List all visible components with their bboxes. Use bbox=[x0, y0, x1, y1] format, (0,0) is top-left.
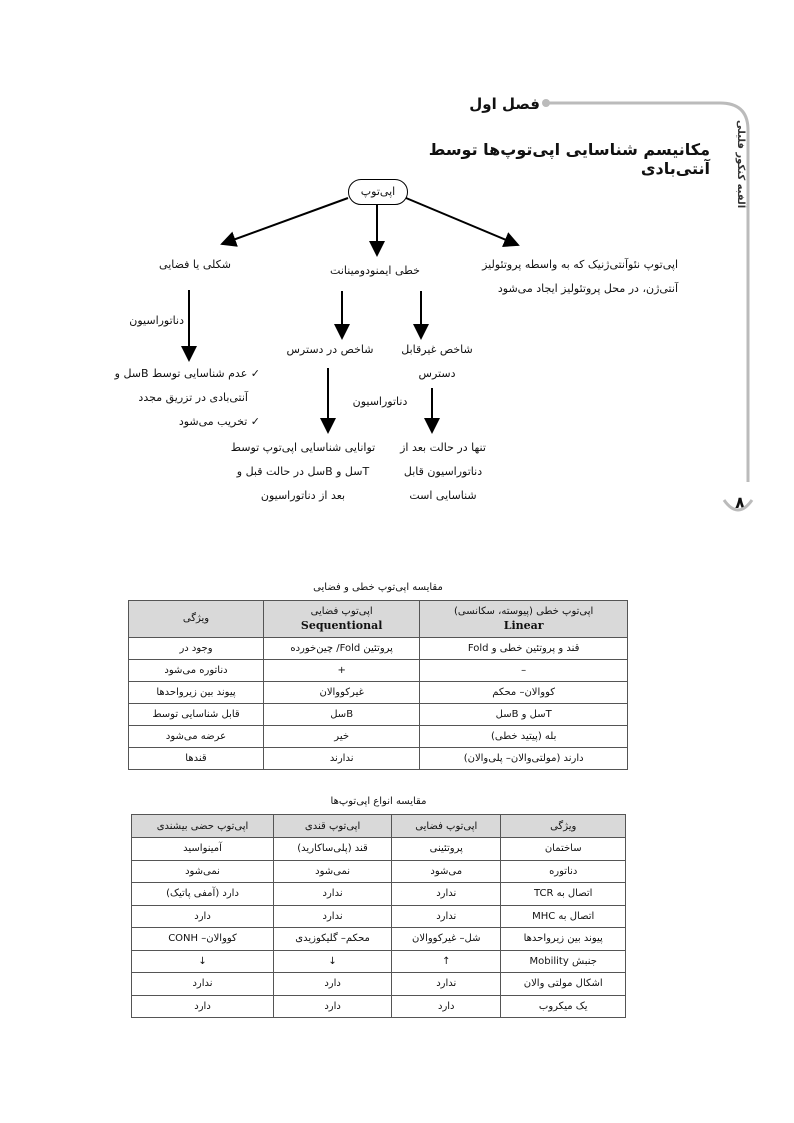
table1-caption: مقایسه اپی‌توپ خطی و فضایی bbox=[313, 582, 443, 593]
left-branch-title: شکلی یا فضایی bbox=[159, 258, 231, 271]
left-edge-label: دناتوراسیون bbox=[129, 314, 184, 327]
table-row: دناتوره می‌شود نمی‌شود نمی‌شود bbox=[132, 860, 626, 883]
inaccessible-result: تنها در حالت بعد از دناتوراسیون قابل شناسایی است bbox=[400, 441, 486, 502]
table2-caption: مقایسه انواع اپی‌توپ‌ها bbox=[330, 796, 427, 807]
table-row: یک میکروب دارد دارد دارد bbox=[132, 995, 626, 1018]
chapter-label: فصل اول bbox=[469, 95, 540, 113]
table-row: Tسل و Bسل Bسل قابل شناسایی توسط bbox=[129, 704, 628, 726]
left-result-line-1: ✓ عدم شناسایی توسط Bسل و bbox=[114, 367, 260, 380]
inaccessible-node: شاخص غیرقابل دسترس bbox=[401, 343, 473, 380]
table-row: اتصال به MHC ندارد ندارد دارد bbox=[132, 905, 626, 928]
accessible-node: شاخص در دسترس bbox=[286, 343, 374, 356]
header-linear: اپی‌توپ خطی (پیوسته، سکانسی) Linear bbox=[420, 601, 628, 638]
comparison-table-epitope-types bbox=[131, 814, 626, 1018]
accessible-result: توانایی شناسایی اپی‌توپ توسط Tسل و Bسل در حالت قبل و بعد از دناتوراسیون bbox=[230, 441, 376, 502]
table-row: دارند (مولتی‌والان– پلی‌والان) ندارند قندها bbox=[129, 748, 628, 770]
table-row: اشکال مولتی والان ندارد دارد ندارد bbox=[132, 973, 626, 996]
page-number: ۸ bbox=[735, 493, 745, 512]
table-row: پیوند بین زیرواحدها شل– غیرکووالان محکم– گلیکوزیدی کووالان– CONH bbox=[132, 928, 626, 951]
accessible-edge-label: دناتوراسیون bbox=[352, 395, 408, 408]
table-row: کووالان– محکم غیرکووالان پیوند بین زیرواحدها bbox=[129, 682, 628, 704]
table-row: قند و پروتئین خطی و Fold پروتئین Fold/ چین‌خورده وجود در bbox=[129, 638, 628, 660]
left-results bbox=[100, 362, 260, 434]
right-branch-text: اپی‌توپ نئوآنتی‌ژنیک که به واسطه پروتئولیز آنتی‌ژن، در محل پروتئولیز ایجاد می‌شود bbox=[482, 258, 678, 295]
side-label: آلفبه کنکور فلیلی bbox=[735, 120, 746, 209]
page-title: مکانیسم شناسایی اپی‌توپ‌ها توسط آنتی‌بادی bbox=[428, 140, 710, 178]
table-row: اتصال به TCR ندارد ندارد دارد (آمفی پاتیک) bbox=[132, 883, 626, 906]
header-feature: ویژگی bbox=[129, 601, 264, 638]
middle-branch-title: خطی ایمنودومینانت bbox=[330, 264, 420, 277]
check-icon: ✓ bbox=[250, 367, 260, 380]
table-header-row bbox=[129, 601, 628, 638]
comparison-table-linear-vs-sequential bbox=[128, 600, 628, 770]
table-row: – + دناتوره می‌شود bbox=[129, 660, 628, 682]
table-row: ساختمان پروتئینی قند (پلی‌ساکارید) آمینواسید bbox=[132, 838, 626, 861]
header-curve bbox=[542, 99, 752, 510]
table-row: جنبش Mobility ↑ ↓ ↓ bbox=[132, 950, 626, 973]
diagram-root-epitope: اپی‌توپ bbox=[348, 179, 408, 205]
left-result-line-2: آنتی‌بادی در تزریق مجدد bbox=[138, 391, 248, 404]
left-result-line-3: ✓ تخریب می‌شود bbox=[178, 415, 260, 428]
table-row: بله (پیتید خطی) خیر عرضه می‌شود bbox=[129, 726, 628, 748]
check-icon: ✓ bbox=[250, 415, 260, 428]
header-sequential: اپی‌توپ فضایی Sequentional bbox=[263, 601, 419, 638]
table-header-row: ویژگی اپی‌توپ فضایی اپی‌توپ قندی اپی‌توپ حضی بیشندی bbox=[132, 815, 626, 838]
